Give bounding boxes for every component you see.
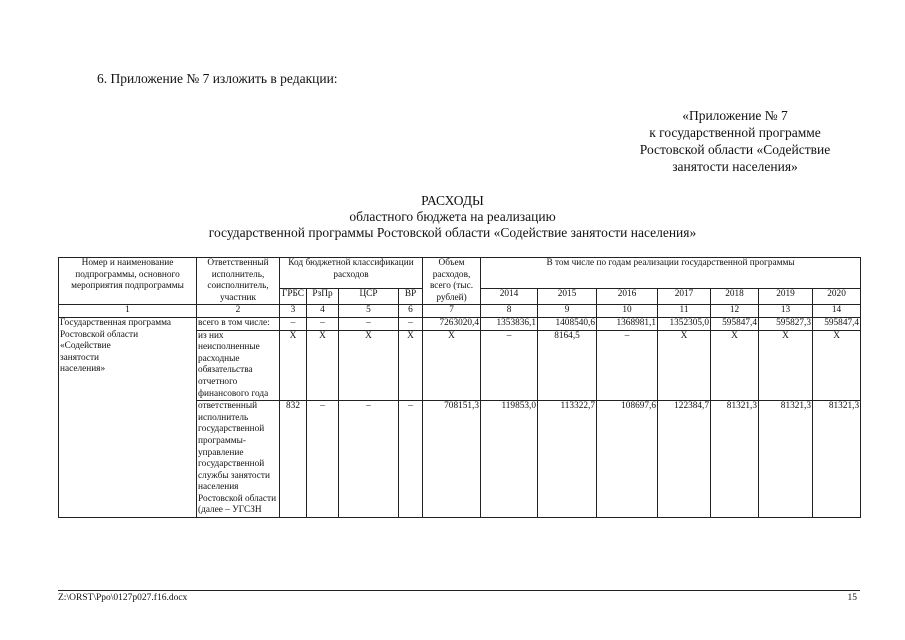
year-cell: 81321,3: [759, 401, 813, 518]
col-number: 6: [399, 305, 423, 318]
annex-header: [615, 107, 855, 175]
document-title: [0, 193, 905, 241]
year-cell: 113322,7: [538, 401, 597, 518]
program-name-line: Ростовской области: [60, 329, 139, 340]
year-cell: 108697,6: [597, 401, 658, 518]
annex-line-3: Ростовской области «Содействие: [639, 142, 831, 157]
program-name-line: занятости: [60, 352, 100, 363]
csr-cell: –: [339, 317, 399, 330]
year-cell: 595827,3: [759, 317, 813, 330]
rzpr-cell: X: [307, 330, 339, 401]
table-row: [59, 317, 861, 330]
col-number: 14: [813, 305, 861, 318]
col-number: 12: [711, 305, 759, 318]
header-year: 2020: [813, 289, 861, 305]
year-cell: –: [481, 330, 538, 401]
col-number: 3: [280, 305, 307, 318]
year-cell: 1408540,6: [538, 317, 597, 330]
rzpr-cell: –: [307, 401, 339, 518]
col-number: 10: [597, 305, 658, 318]
program-name-line: «Содействие: [60, 341, 111, 352]
year-cell: X: [658, 330, 711, 401]
col-number: 7: [423, 305, 481, 318]
vr-cell: –: [399, 401, 423, 518]
header-name: Номер и наименование подпрограммы, основного мероприятия подпрограммы: [59, 258, 197, 305]
footer-page-number: 15: [847, 593, 857, 603]
title-line-2: областного бюджета на реализацию: [349, 209, 556, 224]
header-year: 2017: [658, 289, 711, 305]
col-number: 11: [658, 305, 711, 318]
header-executor: Ответственный исполнитель, соисполнитель, участник: [197, 258, 280, 305]
column-numbers-row: [59, 305, 861, 318]
vr-cell: –: [399, 317, 423, 330]
year-cell: 595847,4: [813, 317, 861, 330]
intro-text: 6. Приложение № 7 изложить в редакции:: [97, 71, 338, 86]
annex-line-1: «Приложение № 7: [682, 108, 788, 123]
col-number: 4: [307, 305, 339, 318]
year-cell: X: [759, 330, 813, 401]
header-vr: ВР: [399, 289, 423, 305]
header-csr: ЦСР: [339, 289, 399, 305]
col-number: 2: [197, 305, 280, 318]
grbs-cell: –: [280, 317, 307, 330]
col-number: 9: [538, 305, 597, 318]
grbs-cell: X: [280, 330, 307, 401]
header-grbs: ГРБС: [280, 289, 307, 305]
footer-divider: [58, 590, 860, 591]
year-cell: 81321,3: [711, 401, 759, 518]
header-year: 2015: [538, 289, 597, 305]
annex-line-4: занятости населения»: [672, 159, 798, 174]
year-cell: 1368981,1: [597, 317, 658, 330]
vr-cell: X: [399, 330, 423, 401]
year-cell: 119853,0: [481, 401, 538, 518]
total-cell: 708151,3: [423, 401, 481, 518]
year-cell: 122384,7: [658, 401, 711, 518]
year-cell: –: [597, 330, 658, 401]
year-cell: X: [711, 330, 759, 401]
year-cell: 81321,3: [813, 401, 861, 518]
total-cell: X: [423, 330, 481, 401]
executor-cell: ответственный исполнитель государственной программы-управление государственной службы занятости населения Ростовской области (далее – УГСЗН: [197, 401, 280, 518]
header-row-1: [59, 258, 861, 289]
header-rzpr: РзПр: [307, 289, 339, 305]
footer-file-path: Z:\ORST\Ppo\0127p027.f16.docx: [58, 593, 188, 603]
year-cell: 1352305,0: [658, 317, 711, 330]
header-years-group: В том числе по годам реализации государственной программы: [481, 258, 861, 289]
col-number: 13: [759, 305, 813, 318]
program-name-line: населения»: [60, 364, 106, 375]
header-year: 2018: [711, 289, 759, 305]
program-name-cell: [59, 317, 197, 517]
header-year: 2016: [597, 289, 658, 305]
csr-cell: X: [339, 330, 399, 401]
header-code: Код бюджетной классификации расходов: [280, 258, 423, 289]
title-line-1: РАСХОДЫ: [421, 193, 484, 208]
program-name-line: Государственная программа: [60, 317, 172, 328]
header-volume: Объем расходов, всего (тыс. рублей): [423, 258, 481, 305]
executor-cell: из них неисполненные расходные обязательства отчетного финансового года: [197, 330, 280, 401]
year-cell: X: [813, 330, 861, 401]
col-number: 8: [481, 305, 538, 318]
grbs-cell: 832: [280, 401, 307, 518]
header-year: 2019: [759, 289, 813, 305]
csr-cell: –: [339, 401, 399, 518]
year-cell: 595847,4: [711, 317, 759, 330]
col-number: 1: [59, 305, 197, 318]
annex-line-2: к государственной программе: [649, 125, 821, 140]
col-number: 5: [339, 305, 399, 318]
rzpr-cell: –: [307, 317, 339, 330]
expenses-table: [58, 257, 861, 518]
header-year: 2014: [481, 289, 538, 305]
year-cell: 8164,5: [538, 330, 597, 401]
year-cell: 1353836,1: [481, 317, 538, 330]
executor-cell: всего в том числе:: [197, 317, 280, 330]
total-cell: 7263020,4: [423, 317, 481, 330]
title-line-3: государственной программы Ростовской области «Содействие занятости населения»: [208, 225, 697, 240]
